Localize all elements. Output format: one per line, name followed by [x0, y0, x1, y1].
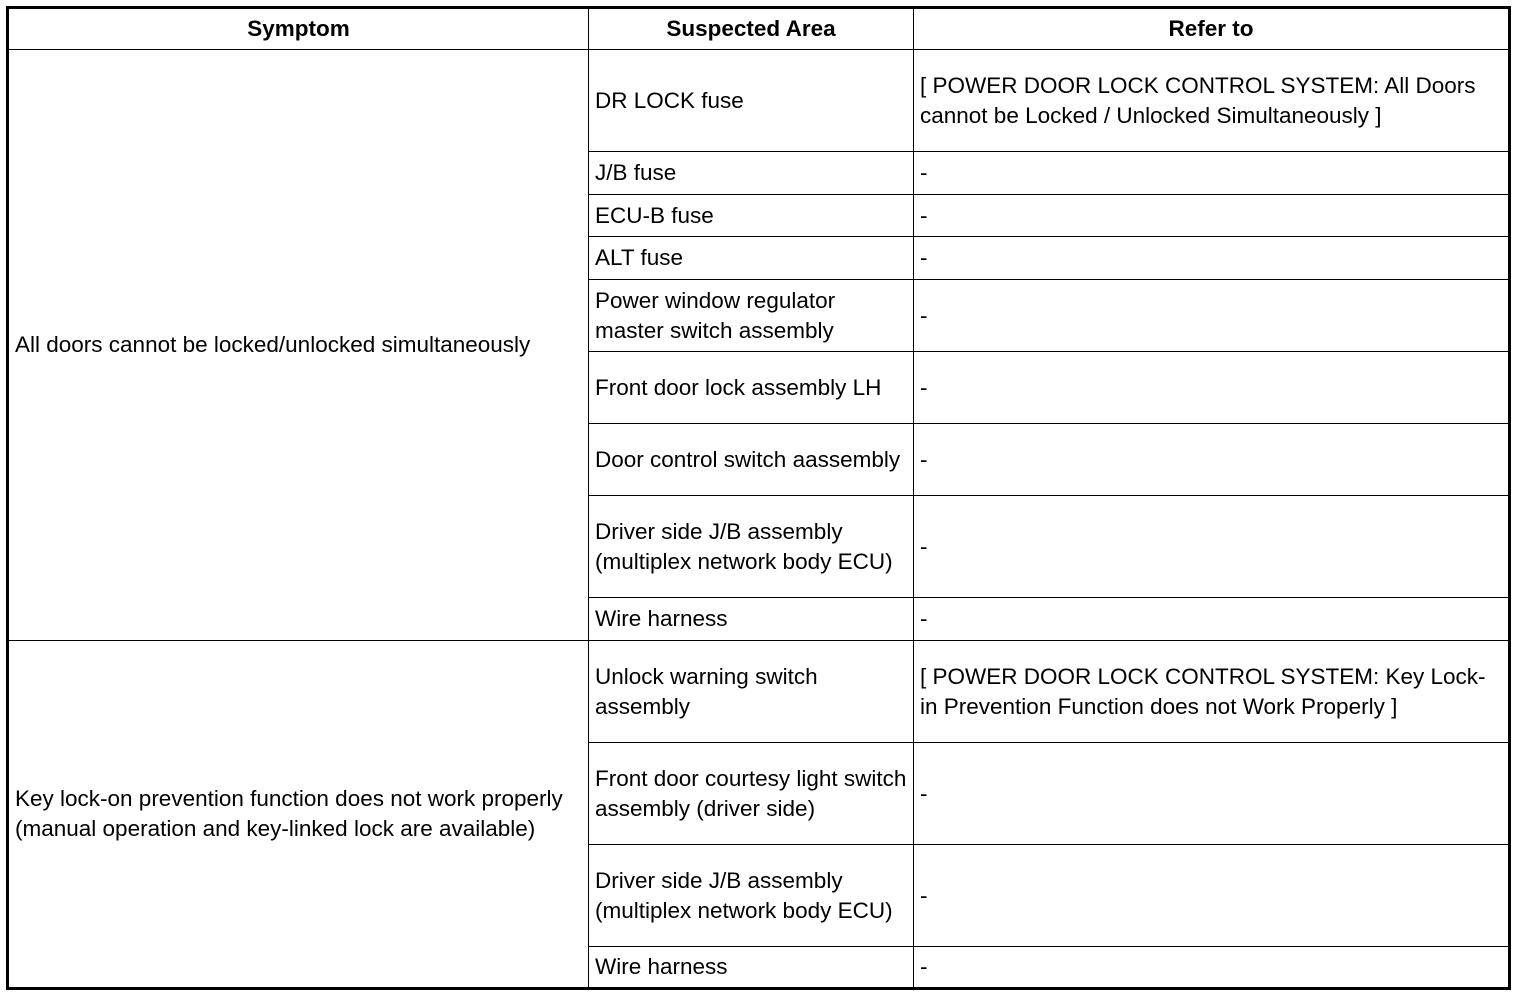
- suspected-area-cell: Driver side J/B assembly (multiplex network body ECU): [589, 845, 914, 947]
- suspected-area-cell: ECU-B fuse: [589, 195, 914, 237]
- refer-to-cell: -: [914, 195, 1510, 237]
- suspected-area-cell: J/B fuse: [589, 152, 914, 195]
- header-refer-to: Refer to: [914, 8, 1510, 50]
- refer-to-cell: -: [914, 947, 1510, 989]
- refer-to-cell: -: [914, 280, 1510, 352]
- refer-to-cell: -: [914, 743, 1510, 845]
- symptom-cell: Key lock-on prevention function does not work properly (manual operation and key-linked lock are available): [8, 641, 589, 989]
- suspected-area-cell: DR LOCK fuse: [589, 50, 914, 152]
- suspected-area-cell: Wire harness: [589, 598, 914, 641]
- refer-to-cell: -: [914, 845, 1510, 947]
- suspected-area-cell: Wire harness: [589, 947, 914, 989]
- troubleshooting-table: [6, 6, 1511, 990]
- suspected-area-cell: Front door lock assembly LH: [589, 352, 914, 424]
- refer-to-cell: -: [914, 424, 1510, 496]
- table-row: [8, 50, 1510, 152]
- refer-to-link[interactable]: [ POWER DOOR LOCK CONTROL SYSTEM: Key Lock-in Prevention Function does not Work Properly ]: [914, 641, 1510, 743]
- refer-to-link[interactable]: [ POWER DOOR LOCK CONTROL SYSTEM: All Doors cannot be Locked / Unlocked Simultaneously ]: [914, 50, 1510, 152]
- suspected-area-cell: Unlock warning switch assembly: [589, 641, 914, 743]
- suspected-area-cell: Power window regulator master switch assembly: [589, 280, 914, 352]
- refer-to-cell: -: [914, 237, 1510, 280]
- table-row: [8, 641, 1510, 743]
- header-row: [8, 8, 1510, 50]
- troubleshooting-table-container: [6, 6, 1508, 990]
- symptom-cell: All doors cannot be locked/unlocked simultaneously: [8, 50, 589, 641]
- refer-to-cell: -: [914, 598, 1510, 641]
- refer-to-cell: -: [914, 496, 1510, 598]
- header-suspected-area: Suspected Area: [589, 8, 914, 50]
- suspected-area-cell: Front door courtesy light switch assembly (driver side): [589, 743, 914, 845]
- refer-to-cell: -: [914, 152, 1510, 195]
- header-symptom: Symptom: [8, 8, 589, 50]
- suspected-area-cell: ALT fuse: [589, 237, 914, 280]
- suspected-area-cell: Door control switch aassembly: [589, 424, 914, 496]
- refer-to-cell: -: [914, 352, 1510, 424]
- suspected-area-cell: Driver side J/B assembly (multiplex network body ECU): [589, 496, 914, 598]
